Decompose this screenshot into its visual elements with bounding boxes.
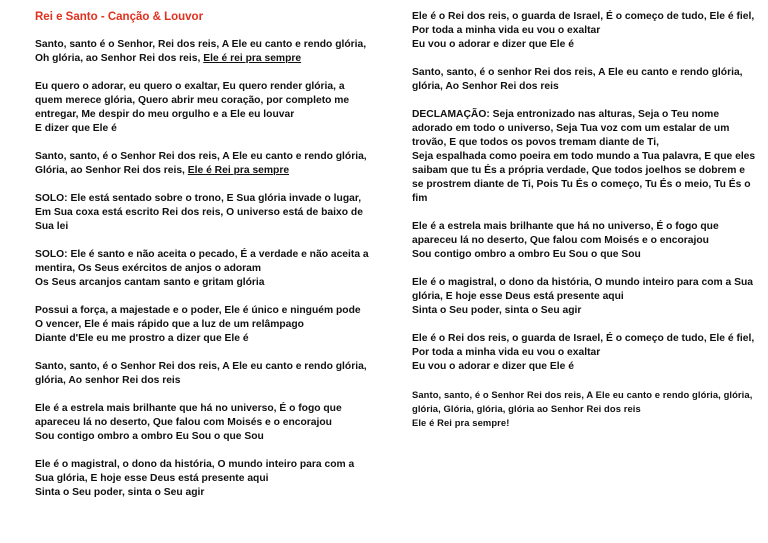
lyrics-paragraph: [412, 388, 757, 430]
lyrics-paragraph: [35, 360, 370, 388]
lyrics-paragraph: [35, 248, 370, 290]
lyrics-paragraph: [412, 10, 757, 52]
lyrics-line: Ele é a estrela mais brilhante que há no universo, É o fogo que apareceu lá no deserto, Que falou com Moisés e o encorajou: [35, 403, 342, 428]
lyrics-line: Ele é a estrela mais brilhante que há no universo, É o fogo que apareceu lá no deserto, Que falou com Moisés e o encorajou: [412, 221, 719, 246]
lyrics-line: Sou contigo ombro a ombro Eu Sou o que Sou: [35, 431, 264, 442]
right-column: [412, 10, 757, 444]
lyrics-paragraph: [412, 332, 757, 374]
lyrics-line: Os Seus arcanjos cantam santo e gritam glória: [35, 277, 265, 288]
left-paragraphs: [35, 38, 370, 500]
lyrics-paragraph: [35, 38, 370, 66]
lyrics-paragraph: [35, 150, 370, 178]
lyrics-line: Ele é o Rei dos reis, o guarda de Israel, É o começo de tudo, Ele é fiel, Por toda a minha vida eu vou o exaltar: [412, 11, 755, 36]
lyrics-paragraph: [412, 66, 757, 94]
lyrics-line: Santo, santo, é o Senhor Rei dos reis, A Ele eu canto e rendo glória, glória, Ao senhor Rei dos reis: [35, 361, 367, 386]
refrain-underlined: Ele é Rei pra sempre: [187, 165, 290, 176]
lyrics-line: Ele é o magistral, o dono da história, O mundo inteiro para com a Sua glória, E hoje esse Deus está presente aqui: [412, 277, 754, 302]
lyrics-paragraph: [35, 192, 370, 234]
lyrics-line: Santo, santo, é o Senhor Rei dos reis, A Ele eu canto e rendo glória, glória, glória, Glória, glória, glória ao Senhor Rei dos reis: [412, 389, 753, 414]
lyrics-line: Santo, santo, é o senhor Rei dos reis, A Ele eu canto e rendo glória, glória, Ao Senhor Rei dos reis: [412, 67, 743, 92]
lyrics-paragraph: [35, 402, 370, 444]
lyrics-line: E dizer que Ele é: [35, 123, 117, 134]
refrain-underlined: Ele é rei pra sempre: [203, 53, 302, 64]
lyrics-line: Eu vou o adorar e dizer que Ele é: [412, 39, 574, 50]
lyrics-line: Sou contigo ombro a ombro Eu Sou o que Sou: [412, 249, 641, 260]
lyrics-line: Possui a força, a majestade e o poder, Ele é único e ninguém pode O vencer, Ele é mais rápido que a luz de um relâmpago: [35, 305, 361, 330]
lyrics-line: Ele é Rei pra sempre!: [412, 417, 510, 428]
lyrics-line: Diante d'Ele eu me prostro a dizer que Ele é: [35, 333, 249, 344]
lyrics-line: SOLO: Ele é santo e não aceita o pecado, É a verdade e não aceita a mentira, Os Seus exércitos de anjos o adoram: [35, 249, 369, 274]
lyrics-line: Eu quero o adorar, eu quero o exaltar, Eu quero render glória, a quem merece glória, Quero abrir meu coração, por completo me entregar, Me despir do meu orgulho e a Ele eu louvar: [35, 81, 350, 120]
song-title: Rei e Santo - Canção & Louvor: [35, 11, 204, 23]
lyrics-line: Ele é o Rei dos reis, o guarda de Israel, É o começo de tudo, Ele é fiel, Por toda a minha vida eu vou o exaltar: [412, 333, 755, 358]
lyrics-line: Santo, santo é o Senhor, Rei dos reis, A Ele eu canto e rendo glória, Oh glória, ao Senhor Rei dos reis,: [35, 39, 367, 64]
lyrics-paragraph: [412, 220, 757, 262]
lyrics-line: DECLAMAÇÃO: Seja entronizado nas alturas, Seja o Teu nome adorado em todo o universo, Seja Tua voz com um estalar de um trovão, E que todos os povos tremam diante de Ti,: [412, 109, 730, 148]
lyrics-line: SOLO: Ele está sentado sobre o trono, E Sua glória invade o lugar, Em Sua coxa está escrito Rei dos reis, O universo está de baixo de Sua lei: [35, 193, 363, 232]
lyrics-paragraph: [35, 80, 370, 136]
lyrics-line: Seja espalhada como poeira em todo mundo a Tua palavra, E que eles saibam que tu És a própria verdade, Que todos joelhos se dobrem e se prostrem diante de Ti, Pois Tu És o começo, Tu És o meio, Tu És o fim: [412, 151, 756, 204]
lyrics-paragraph: [412, 276, 757, 318]
lyrics-line: Ele é o magistral, o dono da história, O mundo inteiro para com a Sua glória, E hoje esse Deus está presente aqui: [35, 459, 355, 484]
right-paragraphs: [412, 10, 757, 430]
lyrics-paragraph: [35, 458, 370, 500]
lyrics-line: Sinta o Seu poder, sinta o Seu agir: [412, 305, 582, 316]
lyrics-line: Sinta o Seu poder, sinta o Seu agir: [35, 487, 205, 498]
lyrics-line: Santo, santo, é o Senhor Rei dos reis, A Ele eu canto e rendo glória, Glória, ao Senhor Rei dos reis,: [35, 151, 367, 176]
lyrics-paragraph: [35, 304, 370, 346]
left-column: [35, 10, 370, 514]
lyrics-line: Eu vou o adorar e dizer que Ele é: [412, 361, 574, 372]
lyrics-paragraph: [412, 108, 757, 206]
